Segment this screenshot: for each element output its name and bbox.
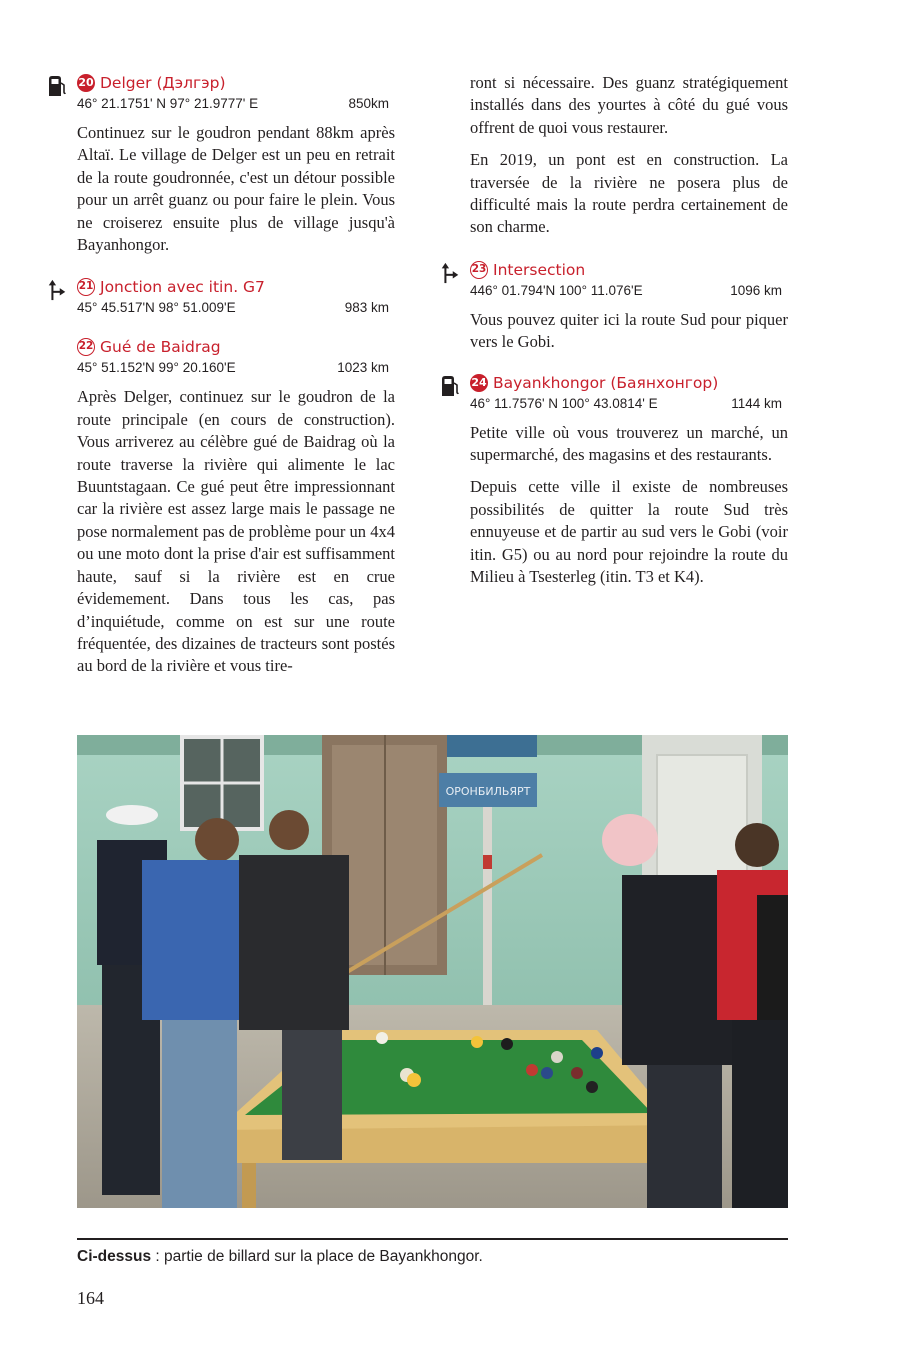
sign-text: ОРОНБИЛЬЯРТ <box>445 785 531 798</box>
waypoint-distance: 850km <box>348 96 389 111</box>
waypoint-number: 24 <box>470 374 488 392</box>
waypoint-23 <box>470 259 788 354</box>
paragraph: Depuis cette ville il existe de nombreuses possibilités de quitter la route Sud très ennuyeuse et de partir au sud vers le Gobi (voir itin. G5) ou au nord pour rejoindre la route du Milieu à Tsesterleg (itin. T3 et K4). <box>470 477 788 587</box>
waypoint-21 <box>77 276 395 318</box>
paragraph: Vous pouvez quiter ici la route Sud pour piquer vers le Gobi. <box>470 309 788 352</box>
junction-arrow-icon <box>47 279 67 301</box>
waypoint-24 <box>470 372 788 589</box>
paragraph: En 2019, un pont est en construction. La traversée de la rivière ne posera plus de difficulté mais la route perdra certainement de son charme. <box>470 150 788 237</box>
waypoint-title: 21 Jonction avec itin. G7 <box>78 278 265 297</box>
paragraph-continued: ront si nécessaire. Des guanz stratégiquement installés dans des yourtes à côté du gué vous offrent de quoi vous restaurer. <box>470 73 788 137</box>
waypoint-coords: 46° 21.1751' N 97° 21.9777' E 850km <box>77 94 395 114</box>
waypoint-distance: 1096 km <box>730 282 782 298</box>
waypoint-coords: 46° 11.7576' N 100° 43.0814' E 1144 km <box>470 394 788 414</box>
waypoint-number: 22 <box>77 338 95 356</box>
caption-divider <box>77 1238 788 1240</box>
fuel-pump-icon <box>440 375 460 397</box>
left-column <box>77 72 395 692</box>
paragraph: Après Delger, continuez sur le goudron de la route principale (en cours de construction). Vous arriverez au célèbre gué de Baidrag où la route traverse la rivière qui alimente le lac Buuntstagaan. Ce gué peut être impressionnant car la rivière est assez large mais le passage ne pose normalement pas de problème pour un 4x4 ou une moto dont la prise d'air est suffisamment haute, sauf si la rivière est en crue évidemement. Dans tous les cas, pas d’inquiétude, comme on est sur une route fréquentée, des dizaines de tracteurs sont postés au bord de la rivière et vous tire- <box>77 387 395 676</box>
paragraph: Petite ville où vous trouverez un marché, un supermarché, des magasins et des restaurants. <box>470 422 788 465</box>
photo-caption <box>77 1246 788 1268</box>
page-number: 164 <box>77 1288 104 1308</box>
waypoint-22 <box>77 336 395 677</box>
photo-illustration <box>77 735 788 1208</box>
waypoint-number: 23 <box>470 261 488 279</box>
junction-arrow-icon <box>440 262 460 284</box>
waypoint-distance: 1144 km <box>731 395 782 411</box>
caption-label: Ci-dessus <box>77 1248 152 1265</box>
waypoint-coords: 45° 45.517'N 98° 51.009'E 983 km <box>77 298 395 318</box>
waypoint-coords: 45° 51.152'N 99° 20.160'E 1023 km <box>77 358 395 378</box>
waypoint-distance: 983 km <box>344 300 389 316</box>
waypoint-20 <box>77 72 395 256</box>
waypoint-title: 23 Intersection <box>471 260 586 279</box>
paragraph: Continuez sur le goudron pendant 88km après Altaï. Le village de Delger est un peu en retrait de la route goudronnée, c'est un détour possible pour un arrêt guanz ou pour faire le plein. Vous ne croiserez ensuite plus de village jusqu'à Bayanhongor. <box>77 123 395 255</box>
caption-text: : partie de billard sur la place de Bayankhongor. <box>151 1248 483 1265</box>
fuel-pump-icon <box>47 75 67 97</box>
waypoint-coords: 446° 01.794'N 100° 11.076'E 1096 km <box>470 281 788 301</box>
billiards-photo <box>77 735 788 1208</box>
waypoint-title: 22 Gué de Baidrag <box>78 338 221 357</box>
waypoint-title: 20 Delger (Дэлгэр) <box>78 74 226 92</box>
waypoint-title: 24 Bayankhongor (Баянхонгор) <box>471 373 719 392</box>
waypoint-distance: 1023 km <box>337 360 389 376</box>
waypoint-number: 20 <box>77 74 95 92</box>
waypoint-number: 21 <box>77 278 95 296</box>
right-column <box>470 72 788 603</box>
